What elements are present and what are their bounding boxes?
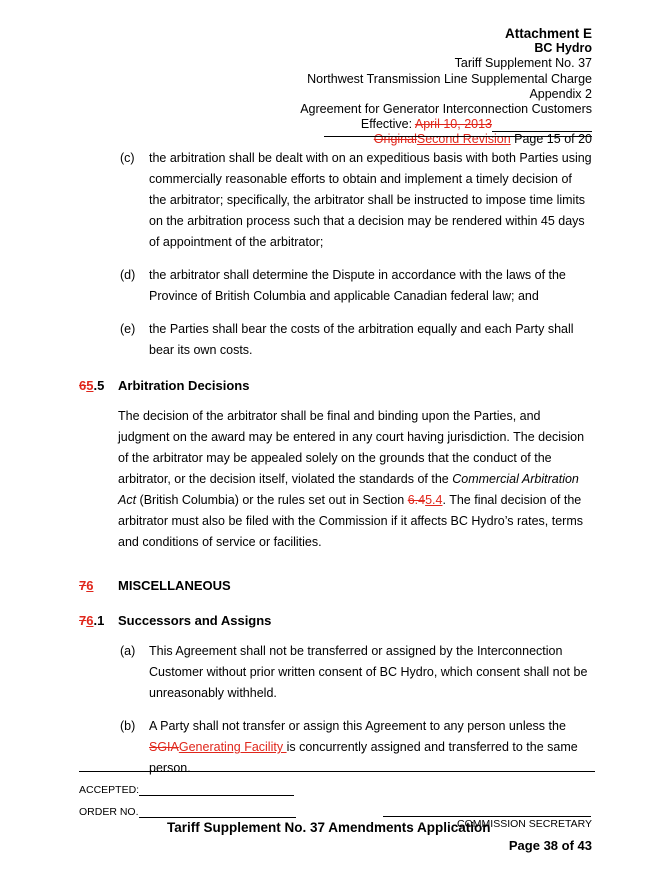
arbitration-decisions-paragraph: The decision of the arbitrator shall be final and binding upon the Parties, and judgment on the award may be entered in any court having jurisdiction. The decision of the arbitrator may be appealed solely on the grounds that the conduct of the arbitrator, or the decision itself, violated the standards of the Commercial Arbitration Act (British Columbia) or the rules set out in Section 6.45.4. The final decision of the arbitrator must also be filed with the Commission if it affects BC Hydro’s rates, terms and conditions of service or facilities. [118, 409, 585, 549]
document-body [79, 148, 592, 791]
list-item: (b) A Party shall not transfer or assign this Agreement to any person unless the SGIAGenerating Facility is concurrently assigned and transferred to the same person. [120, 719, 578, 775]
accepted-field: ACCEPTED: [79, 784, 294, 796]
section-heading-successors: 76.1 Successors and Assigns [79, 613, 272, 628]
agreement-title: Agreement for Generator Interconnection Customers [300, 102, 592, 117]
commission-secretary-label: COMMISSION SECRETARY [457, 818, 592, 830]
attachment-label: Attachment E [504, 26, 592, 41]
effective-deleted-date: April 10, 2013 [414, 117, 492, 132]
charge-title: Northwest Transmission Line Supplemental Charge [307, 71, 592, 86]
section-heading-miscellaneous: 76 MISCELLANEOUS [79, 578, 231, 593]
order-number-field: ORDER NO. [79, 806, 296, 818]
amendments-application-title: Tariff Supplement No. 37 Amendments Application [167, 820, 491, 835]
page-number: Page 38 of 43 [508, 838, 592, 853]
list-item: (e) the Parties shall bear the costs of the arbitration equally and each Party shall bear its own costs. [120, 322, 574, 357]
page-header [300, 26, 592, 148]
effective-line: Effective: April 10, 2013 [300, 117, 592, 132]
list-item: (a) This Agreement shall not be transferred or assigned by the Interconnection Customer without prior written consent of BC Hydro, which consent shall not be unreasonably withheld. [120, 644, 588, 700]
company-name: BC Hydro [534, 41, 592, 56]
header-divider [324, 136, 592, 137]
list-item: (d) the arbitrator shall determine the Dispute in accordance with the laws of the Province of British Columbia and applicable Canadian federal law; and [120, 268, 566, 303]
supplement-title: Tariff Supplement No. 37 [454, 56, 592, 71]
revision-line: OriginalSecond Revision Page 15 of 20 [373, 132, 592, 147]
signature-line [383, 816, 591, 817]
footer-divider [79, 771, 595, 772]
appendix-label: Appendix 2 [529, 86, 592, 101]
list-item: (c) the arbitration shall be dealt with on an expeditious basis with both Parties using commercially reasonable efforts to obtain and implement a timely decision of the arbitrator; specifically, the arbitrator shall be instructed to impose time limits on the arbitration process such that a decision may be rendered within 45 days of appointment of the arbitrator; [120, 151, 592, 249]
section-heading-arbitration-decisions: 65.5 Arbitration Decisions [79, 378, 250, 393]
